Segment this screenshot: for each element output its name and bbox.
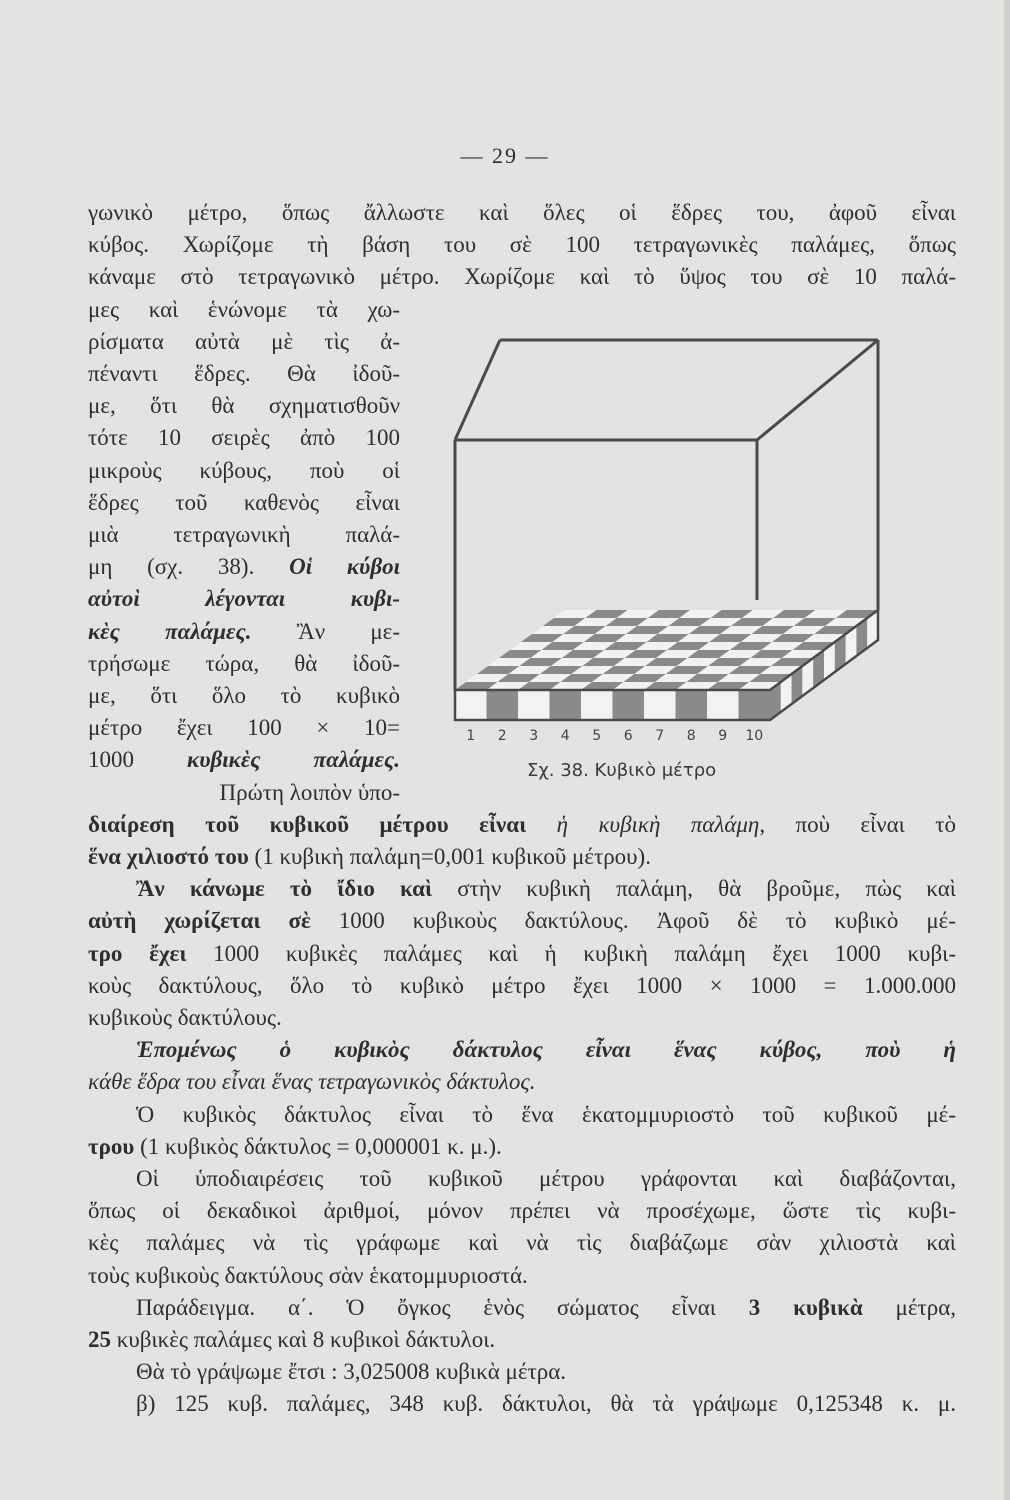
text-line bbox=[88, 971, 956, 1001]
text-segment: ἕδρες τοῦ καθενὸς εἶναι bbox=[88, 489, 400, 515]
cubic-metre-figure bbox=[420, 320, 900, 760]
text-line bbox=[88, 1261, 956, 1291]
page-edge bbox=[1004, 0, 1010, 1500]
axis-label: 8 bbox=[686, 728, 696, 744]
slab-front-cell bbox=[487, 690, 519, 720]
text-segment: με, ὅτι θὰ σχηματισθοῦν bbox=[88, 393, 400, 419]
axis-label: 6 bbox=[623, 728, 633, 744]
text-segment: μέτρο ἔχει 100 × 10= bbox=[88, 715, 400, 741]
text-segment: μέτρα, bbox=[862, 1294, 957, 1320]
text-segment: τρο ἔχει bbox=[88, 940, 187, 966]
text-segment: 1000 κυβικὲς παλάμες καὶ ἡ κυβικὴ παλάμη ἔχει 1000 κυβι- bbox=[186, 940, 956, 966]
text-segment: κυβικοὺς δακτύλους. bbox=[88, 1005, 282, 1030]
text-line bbox=[88, 906, 956, 936]
cube-edge bbox=[455, 340, 500, 440]
slab-front-cell bbox=[739, 690, 771, 720]
text-line bbox=[88, 1389, 956, 1419]
text-segment: γωνικὸ μέτρο, ὅπως ἄλλωστε καὶ ὅλες οἱ ἕδρες του, ἀφοῦ εἶναι bbox=[88, 200, 956, 225]
text-line bbox=[88, 810, 956, 840]
text-line bbox=[88, 1164, 956, 1194]
text-segment: αὐτὴ χωρίζεται σὲ bbox=[88, 908, 311, 934]
text-line bbox=[88, 1357, 956, 1387]
text-line bbox=[88, 552, 400, 582]
text-line bbox=[88, 456, 400, 486]
text-segment: μικροὺς κύβους, ποὺ οἱ bbox=[88, 457, 400, 483]
text-line bbox=[88, 842, 956, 872]
text-segment: Οἱ ὑποδιαιρέσεις τοῦ κυβικοῦ μέτρου γράφονται καὶ διαβάζονται, bbox=[136, 1166, 956, 1191]
text-segment: κυβικὲς παλάμες καὶ 8 κυβικοὶ δάκτυλοι. bbox=[111, 1327, 496, 1352]
text-segment: κοὺς δακτύλους, ὅλο τὸ κυβικὸ μέτρο ἔχει 1000 × 1000 = 1.000.000 bbox=[88, 972, 956, 998]
slab-front-cell bbox=[518, 690, 550, 720]
text-segment: κάθε ἕδρα του εἶναι ἕνας τετραγωνικὸς δάκτυλος. bbox=[88, 1069, 536, 1095]
text-segment: Ἂν με- bbox=[251, 618, 400, 644]
text-line bbox=[88, 939, 956, 969]
text-segment: ὅπως οἱ δεκαδικοὶ ἀριθμοί, μόνον πρέπει νὰ προσέχωμε, ὥστε τὶς κυβι- bbox=[88, 1198, 956, 1224]
text-segment: , ποὺ εἶναι τὸ bbox=[759, 811, 956, 837]
text-line bbox=[88, 359, 400, 389]
text-line bbox=[88, 1196, 956, 1226]
figure-caption: Σχ. 38. Κυβικὸ μέτρο bbox=[527, 760, 717, 781]
text-line bbox=[88, 745, 400, 775]
text-line bbox=[88, 262, 956, 292]
text-segment: κύβος. Χωρίζομε τὴ βάση του σὲ 100 τετραγωνικὲς παλάμες, ὅπως bbox=[88, 232, 956, 258]
text-line bbox=[88, 1003, 956, 1033]
slab-front-cell bbox=[613, 690, 645, 720]
axis-label: 4 bbox=[560, 728, 570, 744]
text-line bbox=[88, 1100, 956, 1130]
text-line bbox=[88, 230, 956, 260]
text-segment: Ἑπομένως ὁ κυβικὸς δάκτυλος εἶναι ἕνας κύβος, ποὺ ἡ bbox=[136, 1037, 956, 1063]
text-line bbox=[88, 617, 400, 647]
slab-front-cell bbox=[581, 690, 613, 720]
text-line bbox=[88, 649, 400, 679]
text-segment: (1 κυβικὴ παλάμη=0,001 κυβικοῦ μέτρου). bbox=[248, 844, 651, 869]
text-line bbox=[88, 1067, 956, 1097]
text-line bbox=[88, 488, 400, 518]
axis-label: 2 bbox=[497, 728, 507, 744]
axis-label: 9 bbox=[718, 728, 728, 744]
text-segment: διαίρεση τοῦ κυβικοῦ μέτρου εἶναι bbox=[88, 811, 557, 837]
text-segment: ἕνα χιλιοστό του bbox=[88, 844, 249, 869]
text-segment: Ἂν κάνωμε τὸ ἴδιο καὶ bbox=[136, 876, 433, 902]
slab-front-cell bbox=[550, 690, 582, 720]
text-segment: αὐτοὶ λέγονται κυβι- bbox=[88, 586, 400, 612]
text-segment: 1000 κυβικοὺς δακτύλους. Ἀφοῦ δὲ τὸ κυβικὸ μέ- bbox=[310, 908, 956, 934]
text-segment: ρίσματα αὐτὰ μὲ τὶς ἀ- bbox=[88, 328, 400, 354]
text-line bbox=[88, 874, 956, 904]
text-segment: στὴν κυβικὴ παλάμη, θὰ βροῦμε, πὼς καὶ bbox=[432, 876, 956, 902]
text-line bbox=[88, 198, 956, 228]
text-line bbox=[88, 327, 400, 357]
text-line bbox=[88, 713, 400, 743]
cube-edge bbox=[757, 340, 878, 440]
text-segment: μιὰ τετραγωνικὴ παλά- bbox=[88, 522, 400, 547]
text-segment: τρου bbox=[88, 1133, 135, 1159]
text-segment: κάναμε στὸ τετραγωνικὸ μέτρο. Χωρίζομε καὶ τὸ ὕψος του σὲ 10 παλά- bbox=[88, 264, 956, 290]
text-segment: 3 κυβικὰ bbox=[748, 1294, 863, 1320]
text-segment: κὲς παλάμες νὰ τὶς γράφωμε καὶ νὰ τὶς διαβάζωμε σὰν χιλιοστὰ καὶ bbox=[88, 1230, 956, 1256]
text-segment: τότε 10 σειρὲς ἀπὸ 100 bbox=[88, 425, 400, 451]
text-line bbox=[88, 778, 400, 808]
text-line bbox=[88, 1132, 956, 1162]
text-segment: κυβικὲς παλάμες. bbox=[187, 747, 400, 773]
text-line bbox=[88, 423, 400, 453]
text-segment: Οἱ κύβοι bbox=[289, 554, 400, 580]
slab-front-cell bbox=[644, 690, 676, 720]
text-segment: Ὁ κυβικὸς δάκτυλος εἶναι τὸ ἕνα ἑκατομμυριοστὸ τοῦ κυβικοῦ μέ- bbox=[136, 1101, 956, 1127]
text-segment: μες καὶ ἑνώνομε τὰ χω- bbox=[88, 296, 400, 322]
text-segment: (1 κυβικὸς δάκτυλος = 0,000001 κ. μ.). bbox=[134, 1133, 502, 1159]
text-line bbox=[88, 391, 400, 421]
text-line bbox=[88, 1228, 956, 1258]
slab-front-cell bbox=[676, 690, 708, 720]
slab-front-cell bbox=[455, 690, 487, 720]
axis-label: 3 bbox=[529, 728, 539, 744]
text-segment: Παράδειγμα. α΄. Ὁ ὄγκος ἑνὸς σώματος εἶναι bbox=[136, 1294, 749, 1320]
text-segment: τρήσωμε τώρα, θὰ ἰδοῦ- bbox=[88, 650, 400, 676]
text-line bbox=[88, 584, 400, 614]
text-segment: 25 bbox=[88, 1327, 111, 1352]
text-line bbox=[88, 681, 400, 711]
axis-label: 5 bbox=[592, 728, 602, 744]
text-line bbox=[88, 1293, 956, 1323]
text-line bbox=[88, 295, 400, 325]
text-segment: με, ὅτι ὅλο τὸ κυβικὸ bbox=[88, 683, 400, 708]
axis-label: 7 bbox=[655, 728, 665, 744]
text-line bbox=[88, 1325, 956, 1355]
text-segment: β) 125 κυβ. παλάμες, 348 κυβ. δάκτυλοι, θὰ τὰ γράψωμε 0,125348 κ. μ. bbox=[136, 1391, 956, 1417]
page-number: — 29 — bbox=[460, 143, 550, 168]
text-line bbox=[88, 520, 400, 550]
text-segment: Πρώτη λοιπὸν ὑπο- bbox=[219, 779, 400, 805]
slab-front-cell bbox=[707, 690, 739, 720]
text-segment: τοὺς κυβικοὺς δακτύλους σὰν ἑκατομμυριοστά. bbox=[88, 1262, 528, 1288]
text-segment: ἡ κυβικὴ παλάμη bbox=[556, 811, 760, 837]
text-segment: Θὰ τὸ γράψωμε ἔτσι : 3,025008 κυβικὰ μέτρα. bbox=[136, 1359, 567, 1385]
text-segment: μη (σχ. 38). bbox=[88, 554, 290, 580]
text-line bbox=[88, 1035, 956, 1065]
text-segment: πέναντι ἕδρες. Θὰ ἰδοῦ- bbox=[88, 361, 400, 386]
text-segment: 1000 bbox=[88, 747, 188, 773]
text-segment: κὲς παλάμες. bbox=[88, 618, 252, 644]
axis-label: 1 bbox=[466, 728, 476, 744]
axis-label: 10 bbox=[745, 728, 764, 744]
